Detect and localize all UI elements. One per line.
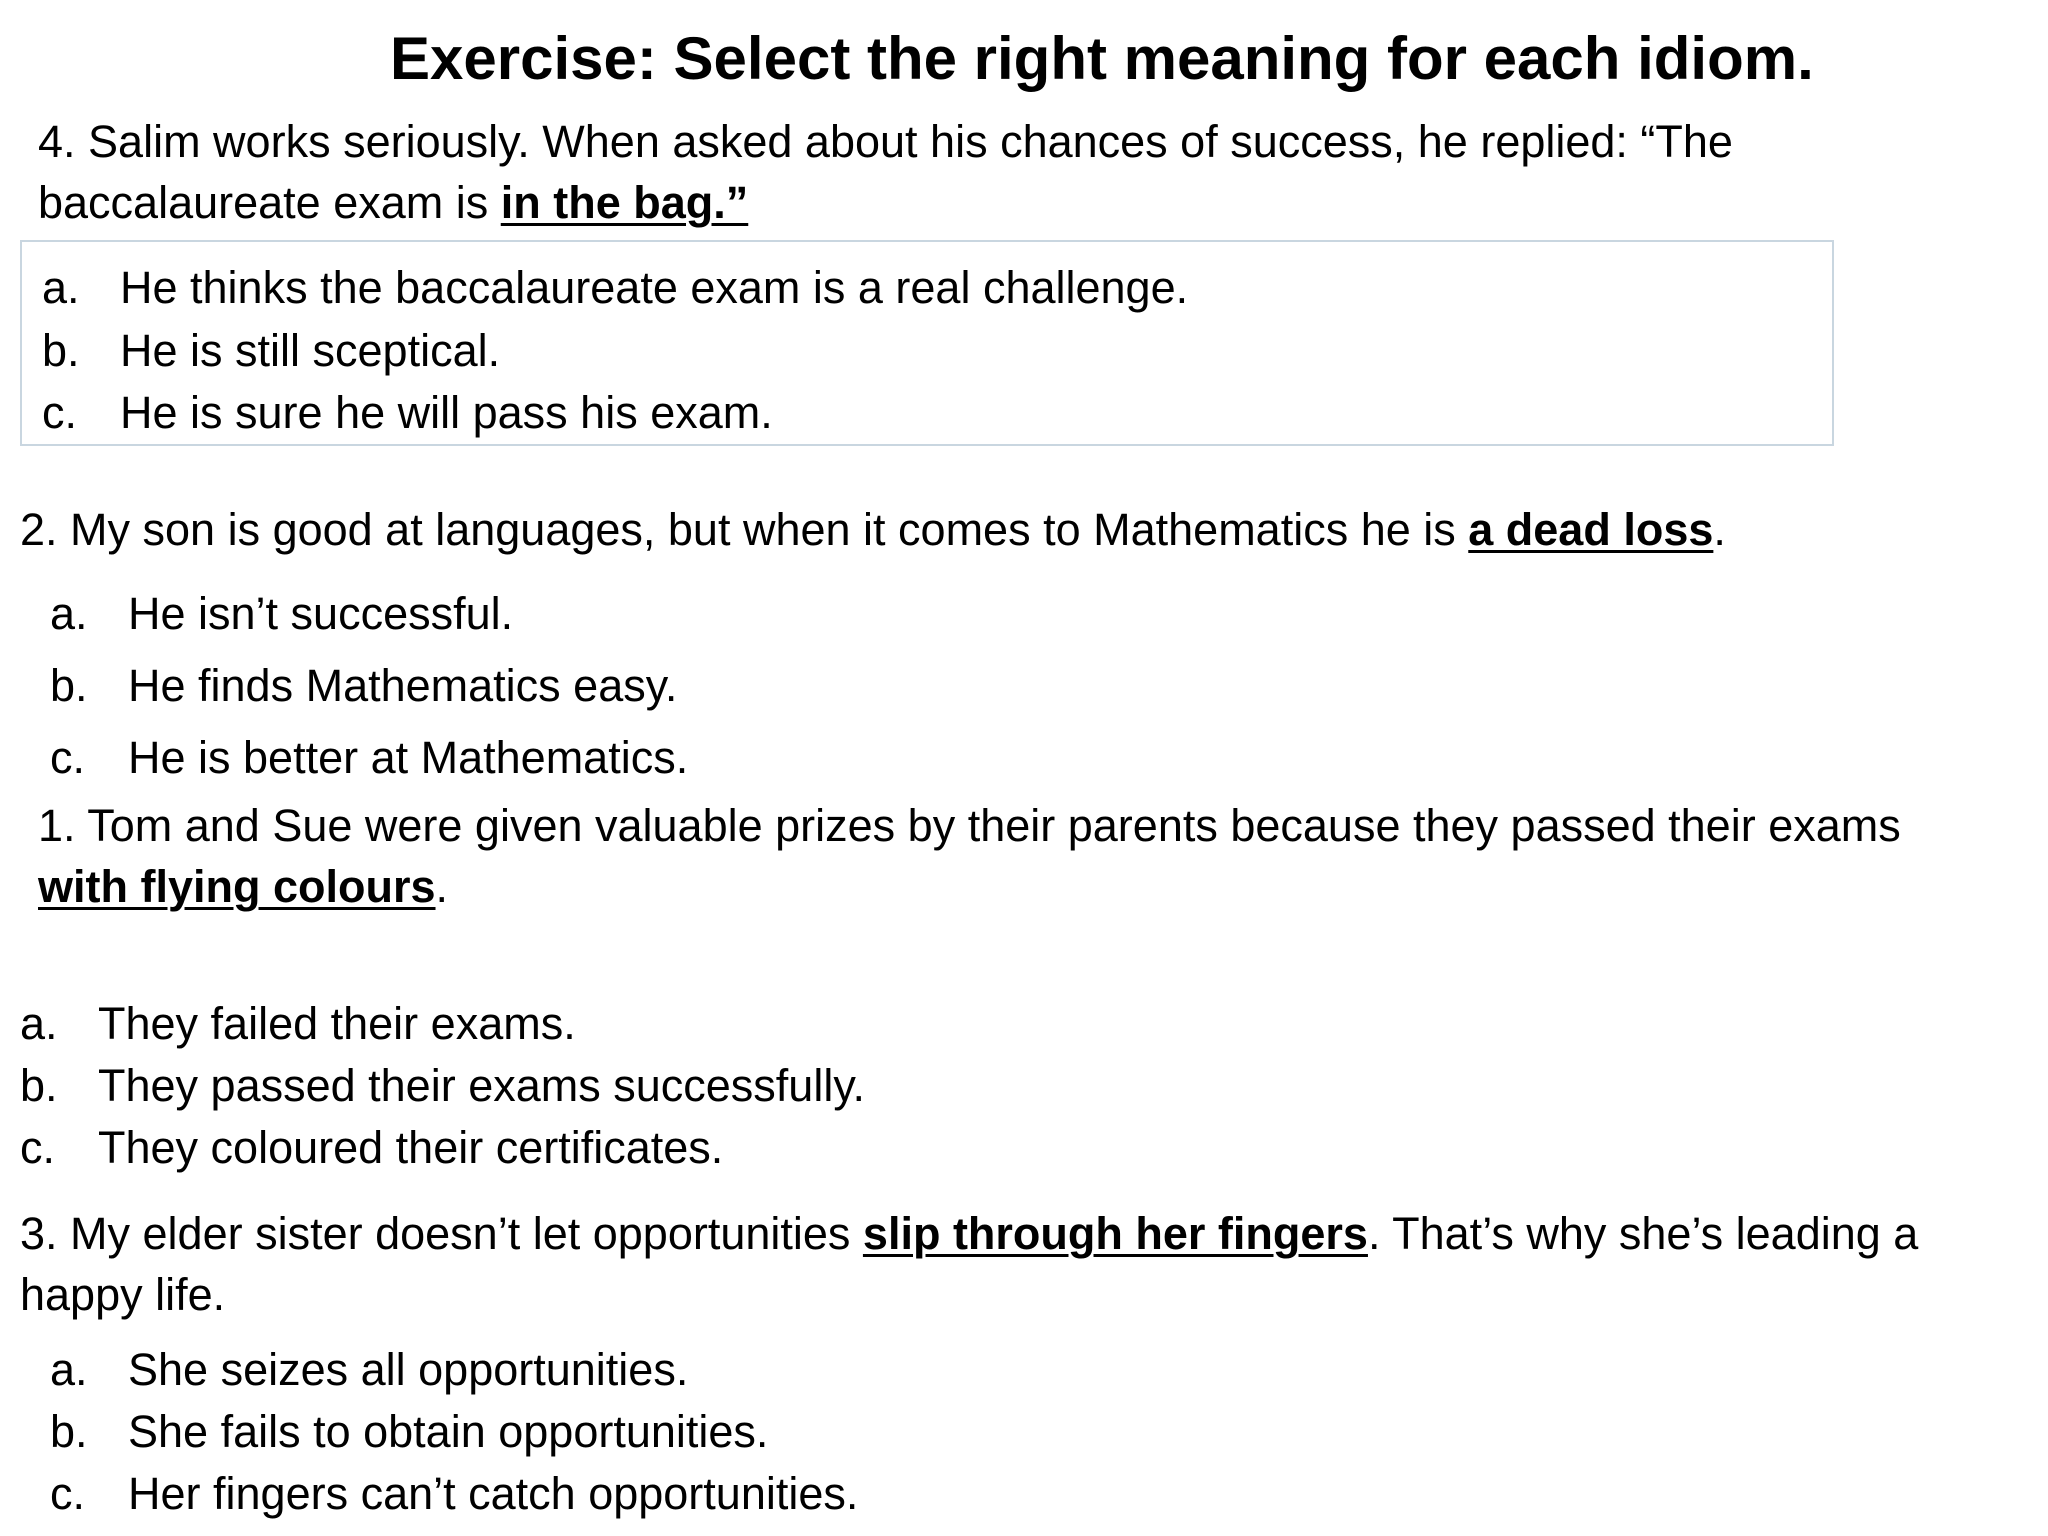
option-text: He finds Mathematics easy. (128, 660, 678, 711)
option-letter: a. (42, 262, 80, 313)
idiom-in-the-bag: in the bag.” (500, 177, 749, 228)
option-text: She fails to obtain opportunities. (128, 1406, 769, 1457)
option-letter: b. (20, 1060, 58, 1111)
option-text: He thinks the baccalaureate exam is a real challenge. (120, 262, 1189, 313)
option-1b[interactable] (20, 1060, 865, 1111)
question-3-prefix: 3. My elder sister doesn’t let opportunities (20, 1208, 863, 1259)
option-letter: a. (50, 588, 88, 639)
question-2-suffix: . (1713, 504, 1726, 555)
option-text: They passed their exams successfully. (98, 1060, 865, 1111)
option-text: Her fingers can’t catch opportunities. (128, 1468, 859, 1519)
option-letter: c. (50, 1468, 86, 1519)
question-4-line2-prefix: baccalaureate exam is (38, 177, 501, 228)
option-2c[interactable] (50, 732, 689, 783)
option-3b[interactable] (50, 1406, 769, 1457)
option-1c[interactable] (20, 1122, 724, 1173)
question-1-line1: 1. Tom and Sue were given valuable prizes by their parents because they passed their exams (38, 800, 1901, 851)
option-text: They failed their exams. (98, 998, 576, 1049)
option-1a[interactable] (20, 998, 576, 1049)
question-3-line1 (20, 1203, 1918, 1264)
option-text: He is sure he will pass his exam. (120, 387, 773, 438)
question-3-line2: happy life. (20, 1269, 226, 1320)
option-letter: c. (20, 1122, 56, 1173)
option-3c[interactable] (50, 1468, 859, 1519)
question-3-suffix: . That’s why she’s leading a (1367, 1208, 1919, 1259)
option-text: They coloured their certificates. (98, 1122, 724, 1173)
question-4-line2 (38, 172, 1733, 233)
question-4-text (38, 111, 1733, 233)
option-text: He isn’t successful. (128, 588, 514, 639)
question-1-text (38, 795, 1901, 917)
option-2a[interactable] (50, 588, 514, 639)
option-letter: c. (50, 732, 86, 783)
option-4a[interactable] (42, 262, 1189, 313)
idiom-a-dead-loss: a dead loss (1468, 504, 1714, 555)
option-text: She seizes all opportunities. (128, 1344, 689, 1395)
question-2-text (20, 499, 1726, 560)
option-letter: b. (42, 325, 80, 376)
option-letter: a. (20, 998, 58, 1049)
idiom-with-flying-colours: with flying colours (38, 861, 436, 912)
option-text: He is still sceptical. (120, 325, 501, 376)
option-4c[interactable] (42, 387, 773, 438)
option-3a[interactable] (50, 1344, 689, 1395)
question-1-line2 (38, 856, 1901, 917)
option-letter: a. (50, 1344, 88, 1395)
idiom-slip-through-her-fingers: slip through her fingers (862, 1208, 1368, 1259)
option-2b[interactable] (50, 660, 678, 711)
option-letter: c. (42, 387, 78, 438)
question-1-suffix: . (435, 861, 449, 912)
question-3-text (20, 1203, 1918, 1325)
question-4-line1: 4. Salim works seriously. When asked about his chances of success, he replied: “The (38, 116, 1733, 167)
option-letter: b. (50, 660, 88, 711)
question-2-prefix: 2. My son is good at languages, but when it comes to Mathematics he is (20, 504, 1469, 555)
option-text: He is better at Mathematics. (128, 732, 689, 783)
option-4b[interactable] (42, 325, 501, 376)
option-letter: b. (50, 1406, 88, 1457)
page-title: Exercise: Select the right meaning for each idiom. (390, 25, 1814, 92)
